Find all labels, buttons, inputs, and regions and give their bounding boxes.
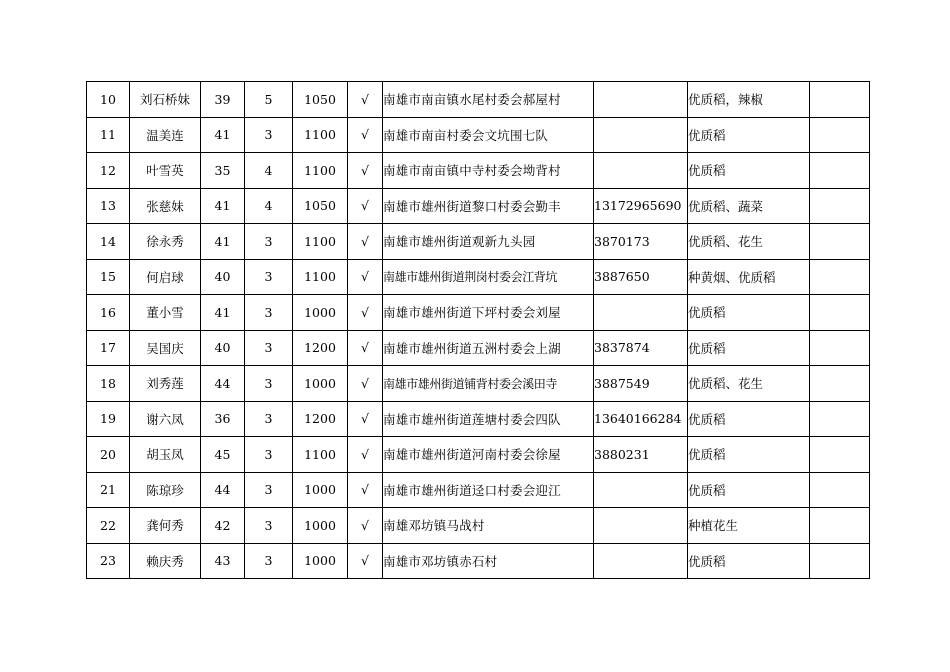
cell-address: 南雄市雄州街道五洲村委会上湖	[383, 330, 594, 366]
cell-amount: 1050	[293, 82, 348, 118]
cell-name: 赖庆秀	[130, 543, 201, 579]
cell-note	[810, 117, 870, 153]
cell-phone	[594, 508, 688, 544]
cell-phone: 3837874	[594, 330, 688, 366]
cell-age: 35	[201, 153, 245, 189]
cell-check-mark: √	[348, 472, 383, 508]
cell-check-mark: √	[348, 437, 383, 473]
cell-number: 10	[87, 82, 130, 118]
cell-name: 胡玉凤	[130, 437, 201, 473]
cell-check-mark: √	[348, 224, 383, 260]
cell-amount: 1050	[293, 188, 348, 224]
cell-check-mark: √	[348, 188, 383, 224]
cell-project: 优质稻	[688, 117, 810, 153]
cell-amount: 1000	[293, 543, 348, 579]
cell-phone	[594, 82, 688, 118]
cell-age: 41	[201, 224, 245, 260]
cell-amount: 1000	[293, 508, 348, 544]
cell-family-size: 3	[245, 295, 293, 331]
cell-project: 优质稻，辣椒	[688, 82, 810, 118]
cell-address: 南雄市雄州街道荆岗村委会江背坑	[383, 259, 594, 295]
table-row	[87, 153, 870, 189]
cell-number: 15	[87, 259, 130, 295]
cell-check-mark: √	[348, 117, 383, 153]
cell-amount: 1100	[293, 224, 348, 260]
cell-age: 45	[201, 437, 245, 473]
cell-number: 23	[87, 543, 130, 579]
table-row	[87, 401, 870, 437]
table-row	[87, 508, 870, 544]
cell-family-size: 3	[245, 117, 293, 153]
cell-number: 14	[87, 224, 130, 260]
cell-note	[810, 224, 870, 260]
cell-phone: 3887549	[594, 366, 688, 402]
cell-address: 南雄市雄州街道莲塘村委会四队	[383, 401, 594, 437]
table-row	[87, 82, 870, 118]
cell-family-size: 3	[245, 259, 293, 295]
cell-amount: 1000	[293, 366, 348, 402]
cell-family-size: 4	[245, 153, 293, 189]
cell-address: 南雄市南亩镇中寺村委会坳背村	[383, 153, 594, 189]
roster-table	[86, 81, 870, 579]
cell-age: 41	[201, 117, 245, 153]
cell-name: 刘秀莲	[130, 366, 201, 402]
cell-family-size: 5	[245, 82, 293, 118]
cell-name: 温美连	[130, 117, 201, 153]
cell-number: 19	[87, 401, 130, 437]
cell-check-mark: √	[348, 295, 383, 331]
table-row	[87, 188, 870, 224]
cell-age: 41	[201, 188, 245, 224]
cell-name: 何启球	[130, 259, 201, 295]
cell-address: 南雄市南亩村委会文坑围七队	[383, 117, 594, 153]
cell-address: 南雄市雄州街道黎口村委会勤丰	[383, 188, 594, 224]
cell-check-mark: √	[348, 401, 383, 437]
cell-address: 南雄市雄州街道河南村委会徐屋	[383, 437, 594, 473]
cell-family-size: 3	[245, 366, 293, 402]
cell-name: 张慈妹	[130, 188, 201, 224]
cell-phone: 3887650	[594, 259, 688, 295]
cell-address: 南雄市雄州街道铺背村委会溪田寺	[383, 366, 594, 402]
cell-age: 36	[201, 401, 245, 437]
cell-number: 22	[87, 508, 130, 544]
cell-name: 董小雪	[130, 295, 201, 331]
cell-check-mark: √	[348, 543, 383, 579]
cell-number: 12	[87, 153, 130, 189]
cell-number: 13	[87, 188, 130, 224]
cell-family-size: 3	[245, 543, 293, 579]
cell-family-size: 3	[245, 472, 293, 508]
cell-amount: 1000	[293, 295, 348, 331]
cell-number: 16	[87, 295, 130, 331]
cell-project: 优质稻	[688, 472, 810, 508]
cell-note	[810, 437, 870, 473]
table-row	[87, 117, 870, 153]
cell-number: 21	[87, 472, 130, 508]
cell-note	[810, 259, 870, 295]
cell-check-mark: √	[348, 153, 383, 189]
cell-amount: 1100	[293, 117, 348, 153]
cell-check-mark: √	[348, 366, 383, 402]
cell-age: 40	[201, 259, 245, 295]
cell-address: 南雄市雄州街道迳口村委会迎江	[383, 472, 594, 508]
cell-project: 优质稻	[688, 295, 810, 331]
cell-age: 44	[201, 472, 245, 508]
cell-project: 优质稻、蔬菜	[688, 188, 810, 224]
cell-project: 优质稻	[688, 330, 810, 366]
cell-age: 41	[201, 295, 245, 331]
table-row	[87, 543, 870, 579]
cell-note	[810, 366, 870, 402]
cell-note	[810, 295, 870, 331]
cell-number: 20	[87, 437, 130, 473]
cell-project: 优质稻	[688, 543, 810, 579]
cell-note	[810, 508, 870, 544]
cell-phone	[594, 472, 688, 508]
cell-note	[810, 153, 870, 189]
cell-family-size: 3	[245, 437, 293, 473]
cell-project: 优质稻、花生	[688, 224, 810, 260]
cell-phone: 3880231	[594, 437, 688, 473]
cell-phone	[594, 153, 688, 189]
cell-name: 吴国庆	[130, 330, 201, 366]
cell-check-mark: √	[348, 330, 383, 366]
cell-amount: 1200	[293, 330, 348, 366]
cell-project: 优质稻、花生	[688, 366, 810, 402]
cell-amount: 1100	[293, 437, 348, 473]
cell-check-mark: √	[348, 82, 383, 118]
cell-name: 谢六凤	[130, 401, 201, 437]
cell-name: 龚何秀	[130, 508, 201, 544]
cell-name: 徐永秀	[130, 224, 201, 260]
cell-number: 11	[87, 117, 130, 153]
cell-check-mark: √	[348, 508, 383, 544]
cell-phone: 13640166284	[594, 401, 688, 437]
cell-note	[810, 82, 870, 118]
cell-amount: 1000	[293, 472, 348, 508]
cell-phone	[594, 543, 688, 579]
cell-amount: 1200	[293, 401, 348, 437]
cell-age: 43	[201, 543, 245, 579]
cell-note	[810, 330, 870, 366]
cell-address: 南雄市南亩镇水尾村委会郝屋村	[383, 82, 594, 118]
cell-family-size: 3	[245, 401, 293, 437]
cell-amount: 1100	[293, 153, 348, 189]
cell-amount: 1100	[293, 259, 348, 295]
cell-family-size: 4	[245, 188, 293, 224]
table-row	[87, 437, 870, 473]
cell-project: 优质稻	[688, 153, 810, 189]
cell-phone: 13172965690	[594, 188, 688, 224]
cell-note	[810, 543, 870, 579]
cell-family-size: 3	[245, 330, 293, 366]
cell-address: 南雄邓坊镇马战村	[383, 508, 594, 544]
table-row	[87, 330, 870, 366]
cell-number: 18	[87, 366, 130, 402]
cell-age: 44	[201, 366, 245, 402]
cell-phone: 3870173	[594, 224, 688, 260]
cell-project: 种黄烟、优质稻	[688, 259, 810, 295]
cell-check-mark: √	[348, 259, 383, 295]
cell-number: 17	[87, 330, 130, 366]
cell-note	[810, 188, 870, 224]
cell-note	[810, 472, 870, 508]
cell-address: 南雄市雄州街道观新九头园	[383, 224, 594, 260]
table-row	[87, 259, 870, 295]
cell-phone	[594, 117, 688, 153]
cell-phone	[594, 295, 688, 331]
cell-age: 39	[201, 82, 245, 118]
cell-family-size: 3	[245, 224, 293, 260]
cell-family-size: 3	[245, 508, 293, 544]
cell-name: 叶雪英	[130, 153, 201, 189]
table-row	[87, 472, 870, 508]
cell-age: 42	[201, 508, 245, 544]
cell-note	[810, 401, 870, 437]
cell-name: 刘石桥妹	[130, 82, 201, 118]
cell-project: 优质稻	[688, 437, 810, 473]
roster-body	[87, 82, 870, 579]
cell-age: 40	[201, 330, 245, 366]
table-row	[87, 224, 870, 260]
cell-address: 南雄市邓坊镇赤石村	[383, 543, 594, 579]
cell-address: 南雄市雄州街道下坪村委会刘屋	[383, 295, 594, 331]
cell-name: 陈琼珍	[130, 472, 201, 508]
cell-project: 优质稻	[688, 401, 810, 437]
cell-project: 种植花生	[688, 508, 810, 544]
table-row	[87, 295, 870, 331]
table-row	[87, 366, 870, 402]
